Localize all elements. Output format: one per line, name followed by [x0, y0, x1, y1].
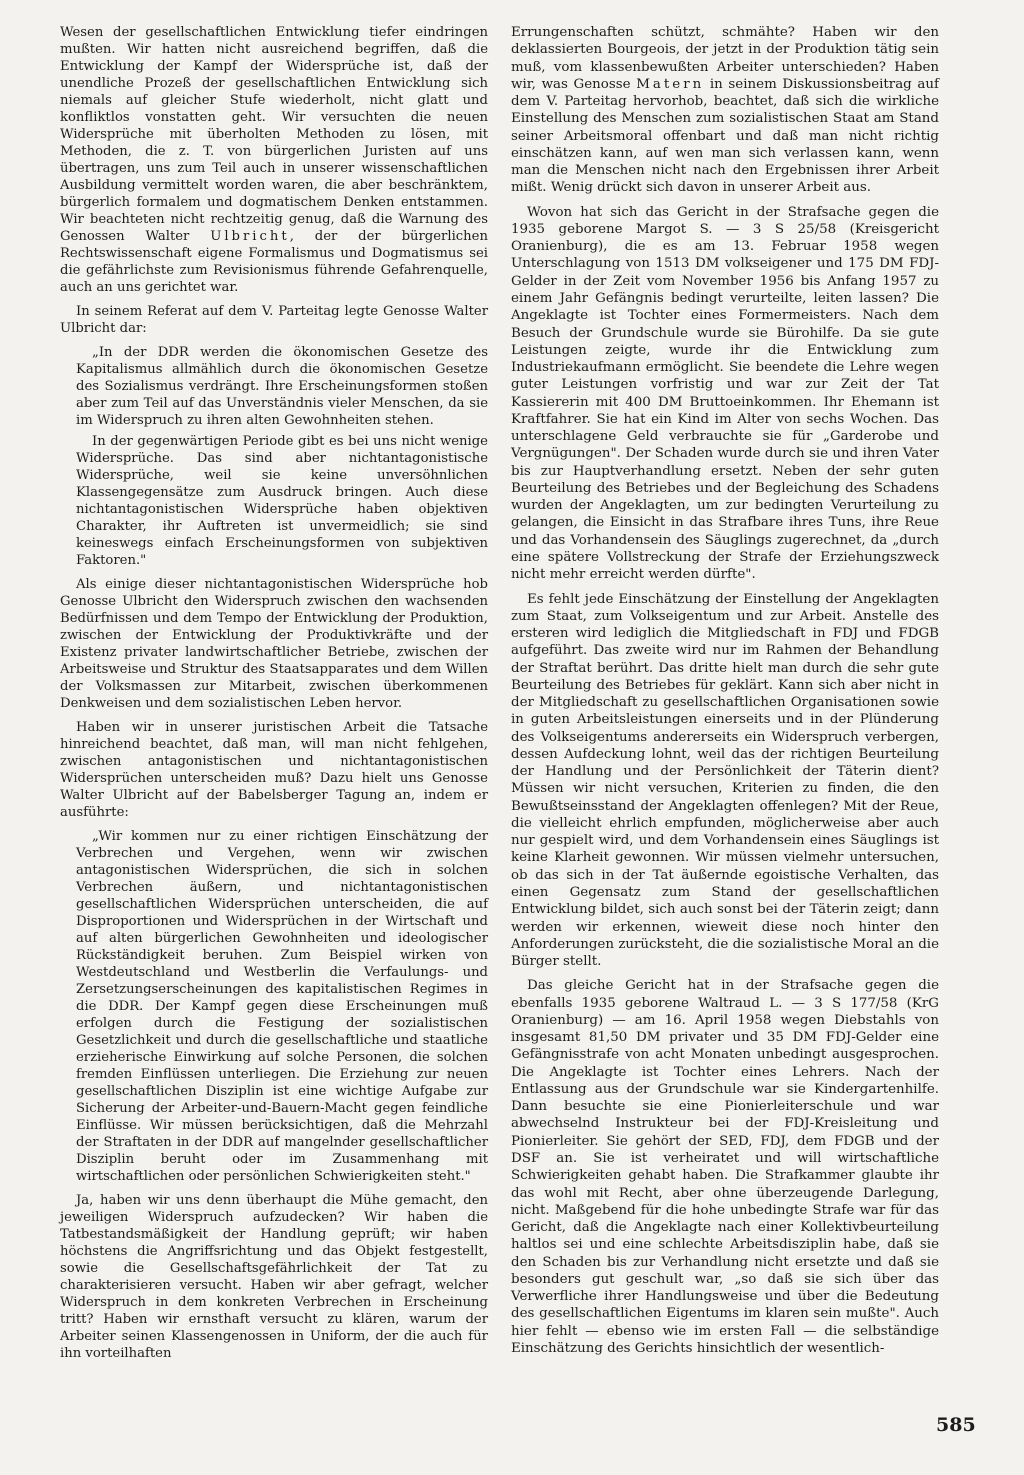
paragraph: Als einige dieser nichtantagonistischen Widersprüche hob Genosse Ulbricht den Widerspruch zwischen den wachsenden Bedürfnissen und dem Tempo der Entwicklung der Produktion, zwischen der Entwicklung der Produktivkräfte und der Existenz privater landwirtschaftlicher Betriebe, zwischen der Arbeitsweise und Struktur des Staatsapparates und dem Willen der Volksmassen zur Mitarbeit, zwischen überkommenen Denkweisen und dem sozialistischen Leben hervor.: [60, 577, 488, 711]
paragraph: Wovon hat sich das Gericht in der Strafsache gegen die 1935 geborene Margot S. — 3 S 25/58 (Kreisgericht Oranienburg), die es am 13. Februar 1958 wegen Unterschlagung von 1513 DM volkseigener und 175 DM FDJ-Gelder in der Zeit vom November 1956 bis Anfang 1957 zu einem Jahr Gefängnis bedingt verurteilte, leiten lassen? Die Angeklagte ist Tochter eines Formermeisters. Nach dem Besuch der Grundschule wurde sie Bürohilfe. Da sie gute Leistungen zeigte, wurde ihr die Entwicklung zum Industriekaufmann ermöglicht. Sie beendete die Lehre wegen guter Leistungen vorfristig und war zur Zeit der Tat Kassiererin mit 400 DM Bruttoeinkommen. Ihr Ehemann ist Kraftfahrer. Sie hat ein Kind im Alter von sechs Wochen. Das unterschlagene Geld verbrauchte sie für „Garderobe und Vergnügungen". Der Schaden wurde durch sie und ihren Vater bis zur Hauptverhandlung ersetzt. Neben der sehr guten Beurteilung des Betriebes und der Begleichung des Schadens wurden der Angeklagten, um zur bedingten Verurteilung zu gelangen, die Einsicht in das Strafbare ihres Tuns, ihre Reue und das Vorhandensein des Säuglings zugerechnet, da „durch eine spätere Vollstreckung der Strafe der Erziehungszweck nicht mehr erreicht werden dürfte".: [511, 204, 939, 583]
quotation: [76, 344, 488, 569]
quote-paragraph: „In der DDR werden die ökonomischen Gesetze des Kapitalismus allmählich durch die ökonomischen Gesetze des Sozialismus verdrängt. Ihre Erscheinungsformen stoßen aber zum Teil auf das Unverständnis vieler Menschen, da sie im Widerspruch zu ihren alten Gewohnheiten stehen.: [76, 345, 488, 428]
paragraph: Haben wir in unserer juristischen Arbeit die Tatsache hinreichend beachtet, daß man, will man nicht fehlgehen, zwischen antagonistischen und nichtantagonistischen Widersprüchen unterscheiden muß? Dazu hielt uns Genosse Walter Ulbricht auf der Babelsberger Tagung an, indem er ausführte:: [60, 720, 488, 820]
paragraph: In seinem Referat auf dem V. Parteitag legte Genosse Walter Ulbricht dar:: [60, 304, 488, 336]
quotation: [76, 828, 488, 1185]
emphasized-name: Ulbricht: [210, 229, 290, 244]
right-column: [511, 24, 939, 1364]
paragraph: Es fehlt jede Einschätzung der Einstellung der Angeklagten zum Staat, zum Volkseigentum und zur Arbeit. Anstelle des ersteren wird lediglich die Mitgliedschaft in FDJ und FDGB aufgeführt. Das zweite wird nur im Rahmen der Behandlung der Straftat berührt. Das dritte hielt man durch die sehr gute Beurteilung des Betriebes für geklärt. Kann sich aber nicht in der Mitgliedschaft zu gesellschaftlichen Organisationen sowie in guten Arbeitsleistungen einerseits und in der Plünderung des Volkseigentums andererseits ein Widerspruch verbergen, dessen Aufdeckung lohnt, weil das der richtigen Beurteilung der Handlung und der Persönlichkeit der Täterin dient? Müssen wir nicht versuchen, Kriterien zu finden, die den Bewußtseinsstand der Angeklagten offenlegen? Mit der Reue, die vielleicht ehrlich empfunden, möglicherweise aber auch nur gespielt wird, und dem Vorhandensein eines Säuglings ist keine Klarheit gewonnen. Wir müssen vielmehr untersuchen, ob das sich in der Tat äußernde egoistische Verhalten, das einen Gegensatz zum Stand der gesellschaftlichen Entwicklung bildet, sich auch sonst bei der Täterin zeigt; dann werden wir erkennen, wieweit diese noch hinter den Anforderungen zurücksteht, die die sozialistische Moral an die Bürger stellt.: [511, 591, 939, 970]
quote-paragraph: „Wir kommen nur zu einer richtigen Einschätzung der Verbrechen und Vergehen, wenn wir zwischen antagonistischen Widersprüchen, die sich in solchen Verbrechen äußern, und nichtantagonistischen gesellschaftlichen Widersprüchen unterscheiden, die auf Disproportionen und Widersprüchen in der Wirtschaft und auf alten bürgerlichen Gewohnheiten und ideologischer Rückständigkeit beruhen. Zum Beispiel wirken von Westdeutschland und Westberlin die Verfaulungs- und Zersetzungserscheinungen des kapitalistischen Regimes in die DDR. Der Kampf gegen diese Erscheinungen muß erfolgen durch die Festigung der sozialistischen Gesetzlichkeit und durch die gesellschaftliche und staatliche erzieherische Einwirkung auf solche Personen, die solchen fremden Einflüssen unterliegen. Die Erziehung zur neuen gesellschaftlichen Disziplin ist eine wichtige Aufgabe zur Sicherung der Arbeiter-und-Bauern-Macht gegen feindliche Einflüsse. Wir müssen berücksichtigen, daß die Mehrzahl der Straftaten in der DDR auf mangelnder gesellschaftlicher Disziplin beruht oder im Zusammenhang mit wirtschaftlichen oder persönlichen Schwierigkeiten steht.": [76, 829, 488, 1184]
emphasized-name: Matern: [636, 76, 705, 92]
paragraph: Wesen der gesellschaftlichen Entwicklung tiefer eindringen mußten. Wir hatten nicht ausreichend begriffen, daß die Entwicklung der Kampf der Widersprüche ist, daß der unendliche Prozeß der gesellschaftlichen Entwicklung sich niemals auf gleicher Stufe wiederholt, nicht glatt und konfliktlos vonstatten geht. Wir versuchten die neuen Widersprüche mit überholten Methoden zu lösen, mit Methoden, die z. T. von bürgerlichen Juristen auf uns übertragen, uns zum Teil auch in unserer wissenschaftlichen Ausbildung vermittelt worden waren, die aber beschränktem, bürgerlich formalem und dogmatischem Denken entstammen. Wir beachteten nicht rechtzeitig genug, daß die Warnung des Genossen Walter Ulbricht, der der bürgerlichen Rechtswissenschaft eigene Formalismus und Dogmatismus sei die gefährlichste zum Revisionismus führende Gefahrenquelle, auch an uns gerichtet war.: [60, 25, 488, 295]
left-column: [60, 24, 488, 1369]
paragraph: Errungenschaften schützt, schmähte? Haben wir den deklassierten Bourgeois, der jetzt in der Produktion tätig sein muß, vom klassenbewußten Arbeiter unterschieden? Haben wir, was Genosse Matern in seinem Diskussionsbeitrag auf dem V. Parteitag hervorhob, beachtet, daß sich die wirkliche Einstellung des Menschen zum sozialistischen Staat am Stand seiner Arbeitsmoral offenbart und daß man nicht richtig einschätzen kann, auf wen man sich verlassen kann, wenn man die Menschen nicht nach den Ergebnissen ihrer Arbeit mißt. Wenig drückt sich davon in unserer Arbeit aus.: [511, 25, 939, 196]
quote-paragraph: In der gegenwärtigen Periode gibt es bei uns nicht wenige Widersprüche. Das sind aber nichtantagonistische Widersprüche, weil sie keine unversöhnlichen Klassengegensätze zum Ausdruck bringen. Auch diese nichtantagonistischen Widersprüche haben objektiven Charakter, ihr Auftreten ist unvermeidlich; sie sind keineswegs einfach Erscheinungsformen von subjektiven Faktoren.": [76, 434, 488, 568]
paragraph: Das gleiche Gericht hat in der Strafsache gegen die ebenfalls 1935 geborene Waltraud L. — 3 S 177/58 (KrG Oranienburg) — am 16. April 1958 wegen Diebstahls von insgesamt 81,50 DM privater und 35 DM FDJ-Gelder eine Gefängnisstrafe von acht Monaten unbedingt ausgesprochen. Die Angeklagte ist Tochter eines Lehrers. Nach der Entlassung aus der Grundschule war sie Kindergartenhilfe. Dann besuchte sie eine Pionierleiterschule und war abwechselnd Instrukteur bei der FDJ-Kreisleitung und Pionierleiter. Sie gehört der SED, FDJ, dem FDGB und der DSF an. Sie ist verheiratet und will wirtschaftliche Schwierigkeiten gehabt haben. Die Strafkammer glaubte ihr das wohl mit Recht, aber ohne überzeugende Darlegung, nicht. Maßgebend für die hohe unbedingte Strafe war für das Gericht, daß die Angeklagte nach einer Kollektivbeurteilung haltlos sei und eine schlechte Arbeitsdisziplin habe, daß sie den Schaden bis zur Verhandlung nicht ersetzte und daß sie besonders gut geschult war, „so daß sie sich über das Verwerfliche ihrer Handlungsweise und über die Bedeutung des gesellschaftlichen Eigentums im klaren sein mußte". Auch hier fehlt — ebenso wie im ersten Fall — die selbständige Einschätzung des Gerichts hinsichtlich der wesentlich-: [511, 978, 939, 1356]
page-number: 585: [936, 1414, 976, 1436]
paragraph: Ja, haben wir uns denn überhaupt die Mühe gemacht, den jeweiligen Widerspruch aufzudecken? Wir haben die Tatbestandsmäßigkeit der Handlung geprüft; wir haben höchstens die Angriffsrichtung und das Objekt festgestellt, sowie die Gesellschaftsgefährlichkeit der Tat zu charakterisieren versucht. Haben wir aber gefragt, welcher Widerspruch in dem konkreten Verbrechen in Erscheinung tritt? Haben wir ernsthaft versucht zu klären, warum der Arbeiter seinen Klassengenossen in Uniform, der die auch für ihn vorteilhaften: [60, 1193, 488, 1361]
